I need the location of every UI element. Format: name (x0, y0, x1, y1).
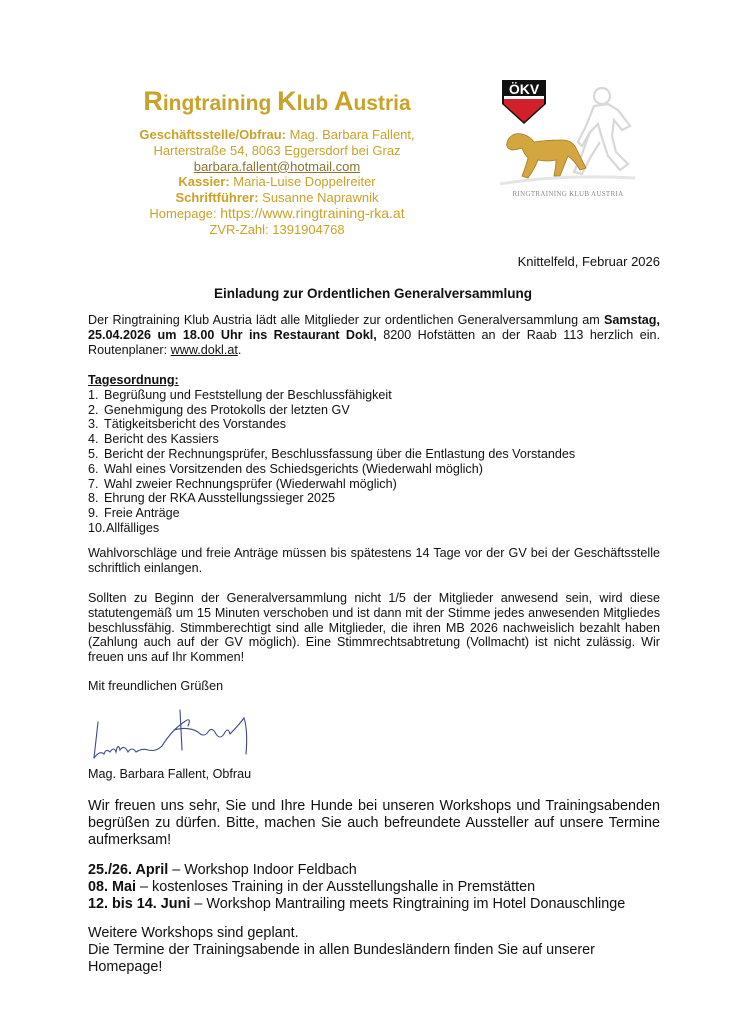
contact-block (112, 127, 442, 238)
secretary-value: Susanne Naprawnik (258, 190, 379, 206)
agenda-item-text: Ehrung der RKA Ausstellungssieger 2025 (104, 491, 336, 506)
route-planner-link[interactable]: www.dokl.at (170, 342, 238, 357)
agenda-item-number: 8. (88, 491, 99, 506)
agenda-item (88, 506, 660, 521)
agenda-list (88, 388, 660, 536)
agenda-item (88, 521, 660, 536)
agenda-item-number: 7. (88, 476, 99, 491)
agenda-item-text: Begrüßung und Feststellung der Beschlussfähigkeit (104, 387, 392, 402)
agenda-item-text: Bericht der Rechnungsprüfer, Beschlussfassung über die Entlastung des Vorstandes (104, 446, 576, 461)
agenda-item-text: Freie Anträge (104, 506, 180, 521)
office-line (112, 127, 442, 143)
proposals-paragraph: Wahlvorschläge und freie Anträge müssen bis spätestens 14 Tage vor der GV bei der Geschäftsstelle schriftlich einlangen. (88, 546, 660, 575)
document-title: Einladung zur Ordentlichen Generalversammlung (213, 286, 533, 301)
intro-text: Der Ringtraining Klub Austria lädt alle Mitglieder zur ordentlichen Generalversammlung am (88, 313, 604, 327)
signer-name: Mag. Barbara Fallent, Obfrau (88, 767, 252, 781)
club-name-initial-k: K (277, 86, 297, 116)
homepage-line (112, 206, 442, 222)
meeting-date-venue: Samstag, 25.04.2026 um 18.00 Uhr ins Restaurant Dokl, (88, 313, 660, 342)
email-link[interactable]: barbara.fallent@hotmail.com (193, 158, 361, 174)
agenda-item-text: Bericht des Kassiers (104, 432, 219, 447)
agenda-item-number: 5. (88, 446, 99, 461)
events-list (88, 862, 660, 912)
quorum-paragraph: Sollten zu Beginn der Generalversammlung nicht 1/5 der Mitglieder anwesend sein, wird diese statutengemäß um 15 Minuten verschoben und ist dann mit der Stimme jedes anwesenden Mitgliedes beschlussfähig. Stimmberechtigt sind alle Mitglieder, die ihren MB 2026 nachweislich bezahlt haben (Zahlung auch auf der GV möglich). Eine Stimmrechtsabtretung (Vollmacht) ist nicht zulässig. Wir freuen uns auf Ihr Kommen! (88, 591, 660, 665)
secretary-line (112, 190, 442, 206)
logo-graphic (490, 74, 640, 214)
agenda-item-number: 4. (88, 432, 99, 447)
agenda-item-number: 3. (88, 417, 99, 432)
agenda-item-number: 10. (88, 520, 106, 535)
office-label: Geschäftsstelle/Obfrau: (139, 127, 287, 142)
agenda-item-number: 9. (88, 506, 99, 521)
agenda-item-text: Wahl zweier Rechnungsprüfer (Wiederwahl möglich) (104, 476, 397, 491)
treasurer-line (112, 174, 442, 190)
homepage-link[interactable]: https://www.ringtraining-rka.at (220, 204, 405, 221)
handwritten-signature (88, 700, 268, 760)
agenda-item-text: Allfälliges (106, 520, 160, 535)
intro-text: . (237, 342, 242, 357)
agenda-item (88, 491, 660, 506)
office-value: Mag. Barbara Fallent, (286, 127, 415, 142)
agenda-item (88, 403, 660, 418)
club-name-part: lub (296, 92, 334, 115)
event-item (88, 862, 660, 879)
event-date: 12. bis 14. Juni (88, 895, 191, 912)
club-name-initial-r: R (143, 86, 163, 116)
agenda-section (88, 373, 660, 536)
secretary-label: Schriftführer: (175, 190, 259, 206)
agenda-item (88, 462, 660, 477)
treasurer-label: Kassier: (178, 174, 230, 190)
agenda-item-number: 1. (88, 387, 99, 402)
treasurer-value: Maria-Luise Doppelreiter (229, 174, 376, 190)
workshops-intro: Wir freuen uns sehr, Sie und Ihre Hunde bei unseren Workshops und Trainingsabenden begrüßen zu dürfen. Bitte, machen Sie auch befreundete Aussteller auf unsere Termine aufmerksam! (88, 798, 660, 848)
closing-greeting: Mit freundlichen Grüßen (88, 679, 224, 693)
event-description: – Workshop Mantrailing meets Ringtraining im Hotel Donauschlinge (190, 895, 626, 912)
closing-line: Weitere Workshops sind geplant. (88, 925, 299, 941)
closing-line: Die Termine der Trainingsabende in allen Bundesländern finden Sie auf unserer Homepage! (88, 941, 595, 975)
homepage-label: Homepage: (149, 205, 221, 221)
event-description: – kostenloses Training in der Ausstellungshalle in Premstätten (136, 878, 536, 895)
club-name (112, 86, 442, 117)
event-description: – Workshop Indoor Feldbach (168, 862, 357, 878)
club-logo (490, 74, 640, 214)
letterhead (0, 0, 746, 250)
event-date: 08. Mai (88, 878, 136, 895)
agenda-item (88, 447, 660, 462)
agenda-item-text: Wahl eines Vorsitzenden des Schiedsgerichts (Wiederwahl möglich) (104, 461, 483, 476)
agenda-item (88, 417, 660, 432)
agenda-item (88, 477, 660, 492)
event-date: 25./26. April (88, 862, 169, 878)
agenda-item-number: 2. (88, 402, 99, 417)
intro-text: 8200 Hofstätten an der Raab 113 herzlich ein. Routenplaner: (88, 327, 660, 357)
event-item (88, 879, 660, 896)
club-name-initial-a: A (333, 86, 354, 116)
signature-icon (88, 700, 268, 760)
agenda-item (88, 388, 660, 403)
okv-badge-icon (502, 80, 546, 124)
agenda-heading: Tagesordnung: (88, 373, 179, 387)
agenda-item-text: Tätigkeitsbericht des Vorstandes (104, 417, 287, 432)
zvr-number: ZVR-Zahl: 1391904768 (209, 221, 345, 237)
date-place-line: Knittelfeld, Februar 2026 (517, 254, 660, 269)
agenda-item-text: Genehmigung des Protokolls der letzten GV (104, 402, 350, 417)
okv-badge-text: ÖKV (508, 81, 540, 97)
event-item (88, 896, 660, 913)
agenda-item-number: 6. (88, 461, 99, 476)
closing-section (88, 925, 660, 975)
club-name-part: ustria (353, 92, 411, 115)
address-line: Harterstraße 54, 8063 Eggersdorf bei Graz (153, 142, 401, 158)
intro-paragraph (88, 313, 660, 357)
logo-caption: RINGTRAINING KLUB AUSTRIA (512, 190, 624, 198)
agenda-item (88, 432, 660, 447)
club-name-part: ingtraining (162, 92, 278, 115)
